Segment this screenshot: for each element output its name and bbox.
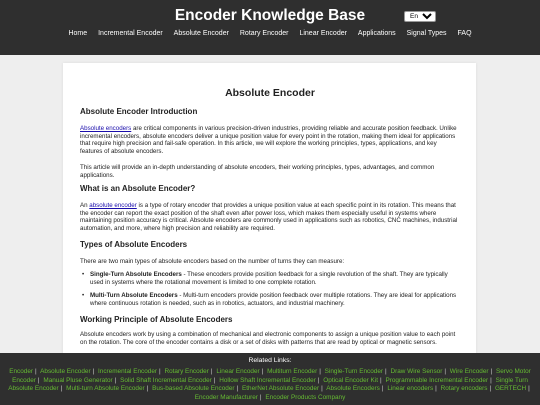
what-paragraph-prefix: An — [80, 202, 90, 209]
related-link[interactable]: Absolute Encoder — [40, 368, 91, 375]
related-link[interactable]: Programmable Incremental Encoder — [385, 376, 489, 384]
list-item-single-turn — [90, 271, 460, 286]
related-link[interactable]: Bus-based Absolute Encoder — [152, 385, 235, 392]
link-separator: | — [380, 376, 382, 384]
related-link[interactable]: Rotary encoders — [440, 385, 488, 392]
link-separator: | — [159, 368, 161, 375]
what-heading: What is an Absolute Encoder? — [80, 184, 196, 193]
working-paragraph: Absolute encoders work by using a combination of mechanical and electronic components to assign a unique position value to each point on the rotation. The core of the encoder contains a disk or a set of disks with patterns that are read by optical or magnetic sensors. — [80, 331, 456, 346]
intro-paragraph-text: are critical components in various precision-driven industries, providing reliable and accurate position feedback. Unlike incremental encoders, absolute encoders deliver a unique position value for every point in the rotation, making them ideal for applications that require high precision and fail-safe operation. In this article, we will explore the working principles, types, applications, and key features of absolute encoders. — [80, 125, 457, 155]
related-link[interactable]: Wire Encoder — [449, 368, 489, 375]
related-link[interactable]: Manual Pluse Generator — [43, 376, 113, 384]
intro-heading: Absolute Encoder Introduction — [80, 107, 198, 116]
link-separator: | — [236, 385, 239, 392]
related-link[interactable]: Optical Encoder Kit — [323, 376, 378, 384]
intro-paragraph — [80, 125, 460, 155]
link-separator: | — [435, 385, 437, 392]
multi-turn-term: Multi-Turn Absolute Encoders — [90, 292, 178, 299]
link-separator: | — [259, 393, 262, 401]
related-link[interactable]: Linear encoders — [387, 385, 434, 392]
related-link[interactable]: Incremental Encoder — [98, 368, 157, 375]
list-item-multi-turn — [90, 292, 460, 307]
related-link[interactable]: Servo Motor Encoder — [12, 368, 531, 384]
related-link[interactable]: Multi-turn Absolute Encoder — [66, 385, 145, 392]
nav-incremental-encoder[interactable]: Incremental Encoder — [98, 30, 163, 37]
single-turn-term: Single-Turn Absolute Encoders — [90, 271, 182, 278]
working-heading: Working Principle of Absolute Encoders — [80, 315, 233, 324]
nav-rotary-encoder[interactable]: Rotary Encoder — [239, 30, 289, 37]
link-separator: | — [490, 368, 493, 375]
site-title: Encoder Knowledge Base — [174, 7, 366, 24]
absolute-encoders-link[interactable]: Absolute encoders — [80, 125, 132, 132]
types-heading: Types of Absolute Encoders — [80, 240, 188, 249]
link-separator: | — [92, 368, 95, 375]
related-link[interactable]: EtherNet Absolute Encoder — [242, 385, 320, 392]
link-separator: | — [319, 368, 321, 375]
absolute-encoder-link[interactable]: absolute encoder — [89, 202, 137, 209]
related-link[interactable]: Absolute Encoders — [326, 385, 380, 392]
link-separator: | — [381, 385, 384, 392]
link-separator: | — [489, 385, 492, 392]
related-link[interactable]: GERTECH — [494, 385, 527, 392]
related-link[interactable]: Encoder Products Company — [265, 393, 346, 401]
nav-faq[interactable]: FAQ — [457, 30, 472, 37]
link-separator: | — [37, 376, 40, 384]
article-card — [63, 63, 476, 363]
related-links-title: Related Links: — [248, 357, 292, 364]
main-nav — [0, 30, 540, 37]
site-header — [0, 0, 540, 55]
site-footer — [0, 353, 540, 405]
related-link[interactable]: Multiturn Encoder — [267, 368, 318, 375]
related-link[interactable]: Encoder — [9, 368, 34, 375]
link-separator: | — [261, 368, 264, 375]
nav-applications[interactable]: Applications — [357, 30, 396, 37]
link-separator: | — [444, 368, 447, 375]
language-select[interactable] — [404, 11, 436, 22]
link-separator: | — [528, 385, 530, 392]
related-link[interactable]: Single Turn Absolute Encoder — [8, 376, 528, 392]
link-separator: | — [490, 376, 492, 384]
overview-paragraph: This article will provide an in-depth understanding of absolute encoders, their working principles, types, advantages, and common applications. — [80, 164, 435, 179]
multi-turn-desc: - Multi-turn encoders provide position feedback over multiple rotations. They are ideal for applications where continuous rotation is needed, such as in robotics, actuators, and industrial machinery. — [90, 292, 457, 307]
page-title: Absolute Encoder — [225, 87, 315, 99]
related-link[interactable]: Encoder Manufacturer — [194, 393, 258, 401]
related-link[interactable]: Single-Turn Encoder — [324, 368, 384, 375]
link-separator: | — [35, 368, 37, 375]
nav-absolute-encoder[interactable]: Absolute Encoder — [173, 30, 229, 37]
related-link[interactable]: Hollow Shaft Incremental Encoder — [219, 376, 316, 384]
link-separator: | — [210, 368, 213, 375]
related-link[interactable]: Rotary Encoder — [164, 368, 209, 375]
nav-home[interactable]: Home — [68, 30, 88, 37]
link-separator: | — [321, 385, 323, 392]
single-turn-desc: - These encoders provide position feedback for a single revolution of the shaft. They are typically used in systems where the rotational movement is limited to one complete rotation. — [90, 271, 448, 286]
link-separator: | — [114, 376, 117, 384]
nav-linear-encoder[interactable]: Linear Encoder — [299, 30, 347, 37]
what-paragraph-text: is a type of rotary encoder that provides a unique position value at each specific point in its rotation. This means that the encoder can report the exact position of the shaft even after power loss, which makes them especially useful in systems where maintaining position accuracy is critical. Absolute encoders are commonly used in applications such as robotics, CNC machines, industrial automation, and more, where high precision and reliability are required. — [80, 202, 458, 232]
link-separator: | — [213, 376, 216, 384]
link-separator: | — [317, 376, 320, 384]
link-separator: | — [385, 368, 387, 375]
related-link[interactable]: Solid Shaft Incremental Encoder — [120, 376, 212, 384]
related-link[interactable]: Linear Encoder — [216, 368, 260, 375]
nav-signal-types[interactable]: Signal Types — [406, 30, 447, 37]
link-separator: | — [60, 385, 63, 392]
what-paragraph — [80, 202, 460, 232]
related-links-list — [0, 368, 540, 402]
related-link[interactable]: Draw Wire Sensor — [390, 368, 443, 375]
link-separator: | — [146, 385, 149, 392]
types-intro: There are two main types of absolute encoders based on the number of turns they can measure: — [80, 258, 345, 265]
